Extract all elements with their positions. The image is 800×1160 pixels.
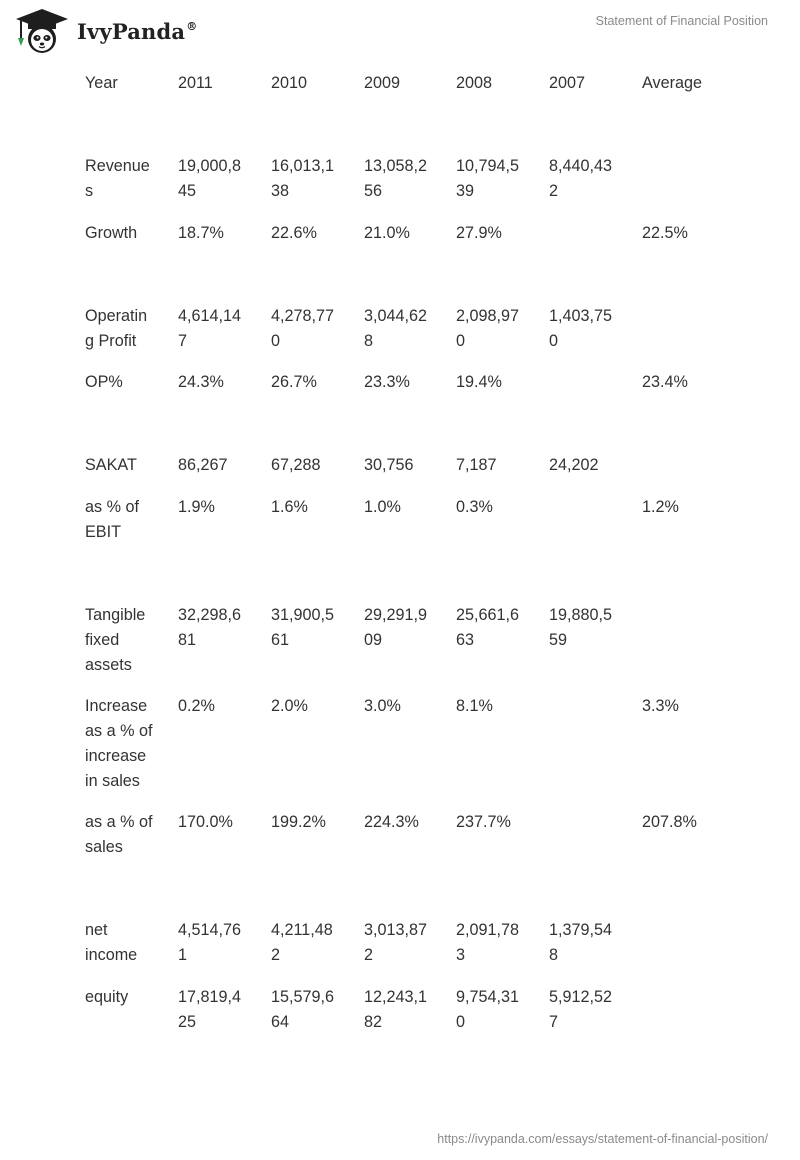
row-label: net income xyxy=(85,921,138,964)
table-cell: 0.3% xyxy=(456,498,493,516)
table-cell: 2010 xyxy=(271,74,308,92)
table-cell: 17,819,4 25 xyxy=(178,988,242,1031)
brand-name: IvyPanda® xyxy=(77,18,198,44)
table-cell: 21.0% xyxy=(364,224,410,242)
table-cell: 2008 xyxy=(456,74,493,92)
table-cell: 13,058,2 56 xyxy=(364,157,428,200)
source-url[interactable]: https://ivypanda.com/essays/statement-of-financial-position/ xyxy=(437,1132,768,1146)
table-cell: 22.6% xyxy=(271,224,317,242)
table-cell: 4,211,48 2 xyxy=(271,921,333,964)
table-cell: 23.4% xyxy=(642,373,688,391)
table-cell: 22.5% xyxy=(642,224,688,242)
page-header xyxy=(0,0,800,62)
table-cell: 18.7% xyxy=(178,224,224,242)
table-cell: 1.0% xyxy=(364,498,401,516)
table-cell: 3.0% xyxy=(364,697,401,715)
table-cell: 237.7% xyxy=(456,813,511,831)
table-cell: 4,514,76 1 xyxy=(178,921,242,964)
table-cell: 2,098,97 0 xyxy=(456,307,520,350)
table-cell: 9,754,31 0 xyxy=(456,988,520,1031)
table-cell: 26.7% xyxy=(271,373,317,391)
table-cell: 19,880,5 59 xyxy=(549,606,613,649)
table-cell: 1.6% xyxy=(271,498,308,516)
table-cell: 29,291,9 09 xyxy=(364,606,428,649)
table-cell: 3,013,87 2 xyxy=(364,921,428,964)
row-label: Operatin g Profit xyxy=(85,307,148,350)
table-cell: 1.2% xyxy=(642,498,679,516)
table-cell: 27.9% xyxy=(456,224,502,242)
ivypanda-logo[interactable] xyxy=(14,8,197,54)
panda-graduate-icon xyxy=(14,8,70,54)
table-cell: 8.1% xyxy=(456,697,493,715)
row-label: Growth xyxy=(85,224,138,242)
table-cell: 207.8% xyxy=(642,813,697,831)
table-cell: 86,267 xyxy=(178,456,228,474)
table-cell: 15,579,6 64 xyxy=(271,988,335,1031)
row-label: equity xyxy=(85,988,129,1006)
table-cell: 16,013,1 38 xyxy=(271,157,335,200)
table-cell: 4,278,77 0 xyxy=(271,307,335,350)
table-cell: 2007 xyxy=(549,74,586,92)
table-cell: 199.2% xyxy=(271,813,326,831)
table-cell: 3,044,62 8 xyxy=(364,307,428,350)
table-cell: 170.0% xyxy=(178,813,233,831)
table-cell: 2,091,78 3 xyxy=(456,921,520,964)
row-label: as % of EBIT xyxy=(85,498,139,541)
table-cell: 1,379,54 8 xyxy=(549,921,613,964)
table-cell: 31,900,5 61 xyxy=(271,606,335,649)
table-cell: 7,187 xyxy=(456,456,497,474)
row-label: Tangible fixed assets xyxy=(85,606,146,674)
table-cell: 0.2% xyxy=(178,697,215,715)
row-label: OP% xyxy=(85,373,123,391)
table-cell: 2009 xyxy=(364,74,401,92)
table-cell: 19.4% xyxy=(456,373,502,391)
table-cell: 4,614,14 7 xyxy=(178,307,242,350)
table-cell: 12,243,1 82 xyxy=(364,988,428,1031)
table-cell: 25,661,6 63 xyxy=(456,606,520,649)
table-cell: 10,794,5 39 xyxy=(456,157,520,200)
table-cell: 2.0% xyxy=(271,697,308,715)
document-title: Statement of Financial Position xyxy=(595,14,768,28)
row-label: as a % of sales xyxy=(85,813,153,856)
table-cell: 8,440,43 2 xyxy=(549,157,613,200)
row-label: SAKAT xyxy=(85,456,137,474)
table-cell: 30,756 xyxy=(364,456,414,474)
table-cell: 1,403,75 0 xyxy=(549,307,613,350)
table-cell: 1.9% xyxy=(178,498,215,516)
row-label: Revenue s xyxy=(85,157,150,200)
table-cell: 24.3% xyxy=(178,373,224,391)
row-label: Increase as a % of increase in sales xyxy=(85,697,153,790)
table-cell: 224.3% xyxy=(364,813,419,831)
table-cell: Average xyxy=(642,74,702,92)
table-cell: 32,298,6 81 xyxy=(178,606,242,649)
table-cell: 2011 xyxy=(178,74,213,92)
row-label: Year xyxy=(85,74,118,92)
table-cell: 5,912,52 7 xyxy=(549,988,613,1031)
table-cell: 3.3% xyxy=(642,697,679,715)
table-cell: 24,202 xyxy=(549,456,599,474)
table-cell: 23.3% xyxy=(364,373,410,391)
table-cell: 19,000,8 45 xyxy=(178,157,242,200)
table-cell: 67,288 xyxy=(271,456,321,474)
